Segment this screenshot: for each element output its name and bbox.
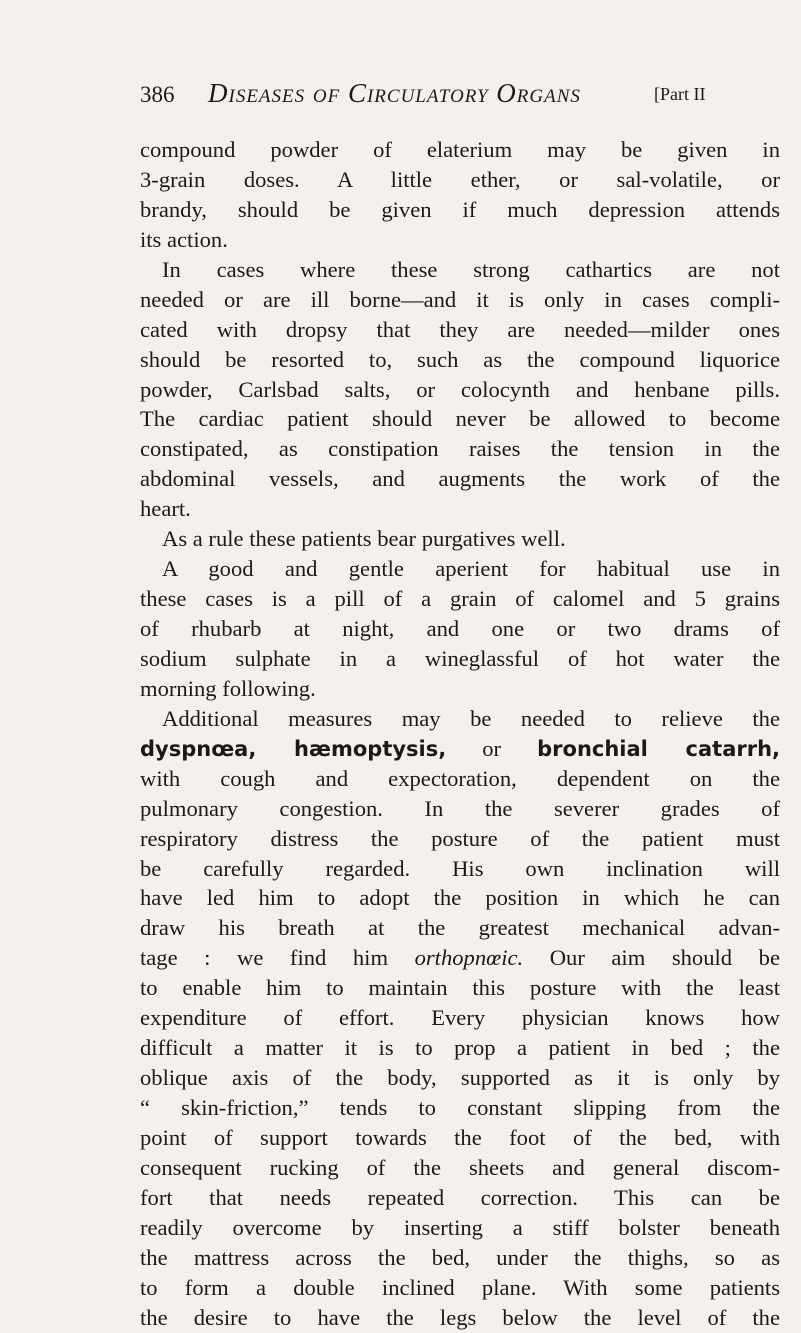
text-line: should be resorted to, such as the compound liquorice — [140, 346, 780, 372]
text-line: The cardiac patient should never be allowed to become — [140, 406, 780, 432]
text-line: oblique axis of the body, supported as it is only by — [140, 1065, 780, 1091]
text-segment: tage : we find him — [140, 945, 415, 971]
bold-term: bronchial catarrh, — [537, 736, 781, 761]
text-line: to form a double inclined plane. With some patients — [140, 1274, 780, 1300]
text-segment: Our aim should be — [523, 945, 780, 971]
text-line: Additional measures may be needed to relieve the — [162, 705, 780, 731]
text-line: As a rule these patients bear purgatives well. — [162, 526, 566, 552]
text-line: cated with dropsy that they are needed—milder ones — [140, 316, 780, 342]
page-header — [140, 78, 780, 118]
text-line: have led him to adopt the position in which he can — [140, 885, 780, 911]
text-line: 3-grain doses. A little ether, or sal-volatile, or — [140, 166, 780, 192]
page-number: 386 — [140, 82, 175, 107]
text-line: to enable him to maintain this posture with the least — [140, 975, 780, 1001]
text-line: its action. — [140, 226, 228, 252]
text-line: heart. — [140, 496, 191, 522]
text-line: compound powder of elaterium may be given in — [140, 137, 780, 162]
text-line: fort that needs repeated correction. This can be — [140, 1184, 780, 1210]
text-line: with cough and expectoration, dependent on the — [140, 765, 780, 791]
text-line: powder, Carlsbad salts, or colocynth and henbane pills. — [140, 376, 780, 402]
text-line: draw his breath at the greatest mechanical advan- — [140, 915, 780, 941]
text-line: point of support towards the foot of the bed, with — [140, 1124, 780, 1150]
body-text — [140, 135, 780, 1333]
text-line: of rhubarb at night, and one or two drams of — [140, 616, 780, 641]
text-line: be carefully regarded. His own inclination will — [140, 855, 780, 881]
text-line: these cases is a pill of a grain of calomel and 5 grains — [140, 586, 780, 612]
text-line: constipated, as constipation raises the tension in the — [140, 436, 780, 462]
bold-term: dyspnœa, hæmoptysis, — [140, 736, 447, 761]
text-line — [140, 943, 780, 973]
text-line: readily overcome by inserting a stiff bolster beneath — [140, 1214, 780, 1240]
running-title: Diseases of Circulatory Organs — [208, 78, 581, 108]
text-line: “ skin-friction,” tends to constant slipping from the — [140, 1095, 780, 1120]
italic-term: orthopnœic. — [414, 945, 524, 971]
text-segment: or — [446, 735, 538, 761]
text-line: pulmonary congestion. In the severer grades of — [140, 795, 780, 821]
text-line: morning following. — [140, 675, 316, 701]
part-label: [Part II — [654, 84, 706, 104]
text-line: A good and gentle aperient for habitual use in — [162, 556, 780, 582]
text-line: the mattress across the bed, under the thighs, so as — [140, 1244, 780, 1270]
text-line: sodium sulphate in a wineglassful of hot water the — [140, 645, 780, 671]
text-line — [140, 734, 780, 764]
text-line: expenditure of effort. Every physician knows how — [140, 1005, 780, 1031]
text-line: In cases where these strong cathartics are not — [162, 256, 780, 282]
text-line: brandy, should be given if much depression attends — [140, 196, 780, 222]
text-line: difficult a matter it is to prop a patient in bed ; the — [140, 1035, 780, 1061]
text-line: respiratory distress the posture of the patient must — [140, 825, 780, 851]
text-line: abdominal vessels, and augments the work of the — [140, 466, 780, 492]
text-line: needed or are ill borne—and it is only in cases compli- — [140, 286, 780, 312]
text-line: consequent rucking of the sheets and general discom- — [140, 1154, 780, 1180]
text-line: the desire to have the legs below the level of the — [140, 1304, 780, 1330]
